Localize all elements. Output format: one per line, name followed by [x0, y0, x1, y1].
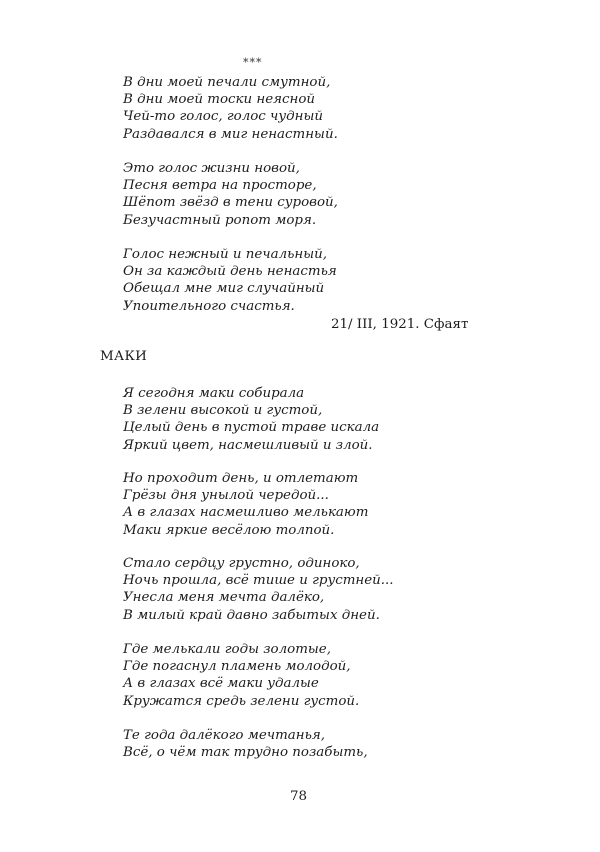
poem-line: Я сегодня маки собирала — [123, 386, 305, 401]
poem-line: Ночь прошла, всё тише и грустней... — [123, 573, 394, 589]
poem2-title: МАКИ — [100, 349, 148, 364]
poem-line: А в глазах насмешливо мелькают — [123, 505, 369, 521]
poem-line: Те года далёкого мечтанья, — [123, 728, 326, 743]
poem-line: Раздавался в миг ненастный. — [123, 126, 338, 142]
poem-line: В милый край давно забытых дней. — [123, 607, 380, 623]
poem-line: А в глазах всё маки удалые — [123, 676, 319, 692]
poem-line: В зелени высокой и густой, — [123, 403, 323, 419]
poem-line: Целый день в пустой траве искала — [123, 420, 380, 436]
poem-line: Маки яркие весёлою толпой. — [123, 522, 335, 538]
page-number: 78 — [290, 789, 308, 804]
poem-line: Он за каждый день ненастья — [123, 264, 337, 280]
poem1-stanza-2 — [123, 160, 338, 229]
poem-line: В дни моей печали смутной, — [123, 75, 331, 90]
poem-line: Стало сердцу грустно, одиноко, — [123, 556, 360, 571]
poem-line: Это голос жизни новой, — [123, 161, 300, 176]
poem-line: Яркий цвет, насмешливый и злой. — [123, 437, 373, 453]
poem-line: Обещал мне миг случайный — [123, 281, 325, 297]
poem2-stanza-1 — [123, 385, 379, 454]
poem-line: Упоительного счастья. — [123, 298, 295, 314]
poem1-stanza-3 — [123, 246, 337, 315]
poem-line: Унесла меня мечта далёко, — [123, 590, 325, 606]
poem-line: Грёзы дня унылой чередой... — [123, 488, 329, 504]
poem-line: Где мелькали годы золотые, — [123, 642, 331, 657]
poem-line: Голос нежный и печальный, — [123, 247, 328, 262]
poem-line: Чей-то голос, голос чудный — [123, 109, 323, 125]
section-asterism: *** — [243, 56, 263, 69]
poem-line: Где погаснул пламень молодой, — [123, 659, 351, 675]
poem1-dateline: 21/ III, 1921. Сфаят — [331, 317, 469, 332]
poem-line: В дни моей тоски неясной — [123, 92, 316, 108]
poem2-stanza-5 — [123, 727, 368, 761]
poem2-stanza-2 — [123, 470, 368, 539]
poem-line: Шёпот звёзд в тени суровой, — [123, 195, 338, 211]
poem-line: Всё, о чём так трудно позабыть, — [123, 745, 368, 761]
poem-line: Песня ветра на просторе, — [123, 178, 317, 194]
poem-line: Кружатся средь зелени густой. — [123, 693, 360, 709]
poem2-stanza-3 — [123, 555, 394, 624]
poem-line: Безучастный ропот моря. — [123, 212, 317, 228]
poem-line: Но проходит день, и отлетают — [123, 471, 359, 486]
poem2-stanza-4 — [123, 641, 359, 710]
poem1-stanza-1 — [123, 74, 338, 143]
